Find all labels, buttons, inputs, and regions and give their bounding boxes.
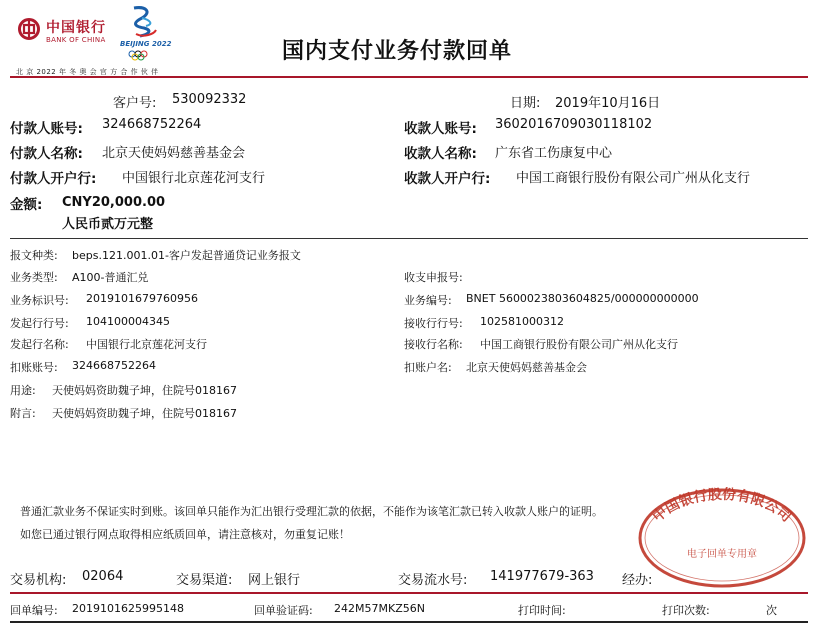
customer-no-value: 530092332 <box>172 92 247 107</box>
note-value: 天使妈妈资助魏子坤，住院号018167 <box>52 407 237 420</box>
handler-label: 经办: <box>622 573 653 588</box>
recv-bank-name-value: 中国工商银行股份有限公司广州从化支行 <box>480 338 678 351</box>
date-label: 日期: <box>510 96 541 111</box>
verify-code-label: 回单验证码: <box>254 604 313 617</box>
receipt-declaration-label: 收支申报号: <box>404 271 463 284</box>
svg-text:中国银行股份有限公司 <box>649 487 795 525</box>
serial-label: 交易流水号: <box>398 573 468 588</box>
electronic-receipt-seal <box>636 487 808 589</box>
olympic-text: BEIJING 2022 <box>120 40 172 48</box>
debit-account-value: 324668752264 <box>72 359 156 372</box>
recv-bank-no-value: 102581000312 <box>480 315 564 328</box>
document-title: 国内支付业务付款回单 <box>282 39 513 64</box>
seal-center-text: 电子回单专用章 <box>687 549 757 560</box>
payee-name-label: 收款人名称: <box>404 146 477 162</box>
receipt-no-label: 回单编号: <box>10 604 58 617</box>
verify-code-value: 242M57MKZ56N <box>334 602 425 615</box>
bank-of-china-logo-icon <box>18 18 40 40</box>
biz-type-label: 业务类型: <box>10 271 58 284</box>
summary-divider <box>10 238 808 239</box>
biz-type-value: A100-普通汇兑 <box>72 271 149 284</box>
payer-name-label: 付款人名称: <box>10 146 83 162</box>
amount-label: 金额: <box>10 197 43 213</box>
msg-type-value: beps.121.001.01-客户发起普通贷记业务报文 <box>72 249 301 262</box>
header-divider <box>10 76 808 78</box>
biz-no-label: 业务编号: <box>404 294 452 307</box>
payer-name-value: 北京天使妈妈慈善基金会 <box>102 146 246 161</box>
orig-bank-no-label: 发起行行号: <box>10 317 69 330</box>
payee-account-value: 3602016709030118102 <box>495 117 653 132</box>
agency-value: 02064 <box>82 569 124 584</box>
debit-account-label: 扣账账号: <box>10 361 58 374</box>
beijing-2022-emblem <box>116 4 172 62</box>
channel-label: 交易渠道: <box>176 573 233 588</box>
payer-bank-value: 中国银行北京莲花河支行 <box>122 171 266 186</box>
payee-name-value: 广东省工伤康复中心 <box>495 146 613 161</box>
footer-divider <box>10 592 808 594</box>
note-label: 附言: <box>10 407 36 420</box>
print-count-unit: 次 <box>766 604 777 617</box>
msg-type-label: 报文种类: <box>10 249 58 262</box>
purpose-value: 天使妈妈资助魏子坤，住院号018167 <box>52 384 237 397</box>
debit-name-value: 北京天使妈妈慈善基金会 <box>466 361 587 374</box>
recv-bank-name-label: 接收行名称: <box>404 338 463 351</box>
channel-value: 网上银行 <box>248 573 301 588</box>
payer-account-value: 324668752264 <box>102 117 202 132</box>
payee-bank-value: 中国工商银行股份有限公司广州从化支行 <box>516 171 751 186</box>
partner-line: 北 京 2022 年 冬 奥 会 官 方 合 作 伙 伴 <box>16 68 159 76</box>
orig-bank-no-value: 104100004345 <box>86 315 170 328</box>
payer-account-label: 付款人账号: <box>10 121 83 137</box>
biz-id-label: 业务标识号: <box>10 294 69 307</box>
payer-bank-label: 付款人开户行: <box>10 171 97 187</box>
receipt-no-value: 2019101625995148 <box>72 602 184 615</box>
amount-value: CNY20,000.00 <box>62 195 166 210</box>
notice-line-2: 如您已通过银行网点取得相应纸质回单，请注意核对，勿重复记账！ <box>20 528 350 541</box>
orig-bank-name-value: 中国银行北京莲花河支行 <box>86 338 207 351</box>
date-value: 2019年10月16日 <box>555 96 661 111</box>
olympic-emblem-icon <box>116 4 172 62</box>
biz-id-value: 2019101679760956 <box>86 292 198 305</box>
payee-bank-label: 收款人开户行: <box>404 171 491 187</box>
notice-line-1: 普通汇款业务不保证实时到账。该回单只能作为汇出银行受理汇款的依据，不能作为该笔汇款已转入收款人账户的证明。 <box>20 505 603 518</box>
print-count-label: 打印次数: <box>662 604 710 617</box>
payee-account-label: 收款人账号: <box>404 121 477 137</box>
print-time-label: 打印时间: <box>518 604 566 617</box>
serial-value: 141977679-363 <box>490 569 594 584</box>
bank-name-en: BANK OF CHINA <box>46 36 106 44</box>
recv-bank-no-label: 接收行行号: <box>404 317 463 330</box>
debit-name-label: 扣账户名: <box>404 361 452 374</box>
orig-bank-name-label: 发起行名称: <box>10 338 69 351</box>
biz-no-value: BNET 5600023803604825/000000000000 <box>466 292 699 305</box>
bank-name-cn: 中国银行 <box>46 20 106 36</box>
amount-in-words: 人民币贰万元整 <box>62 217 154 232</box>
customer-no-label: 客户号: <box>113 96 157 111</box>
bottom-border <box>10 621 808 623</box>
purpose-label: 用途: <box>10 384 36 397</box>
agency-label: 交易机构: <box>10 573 67 588</box>
seal-arc-text: 中国银行股份有限公司 <box>649 487 795 526</box>
